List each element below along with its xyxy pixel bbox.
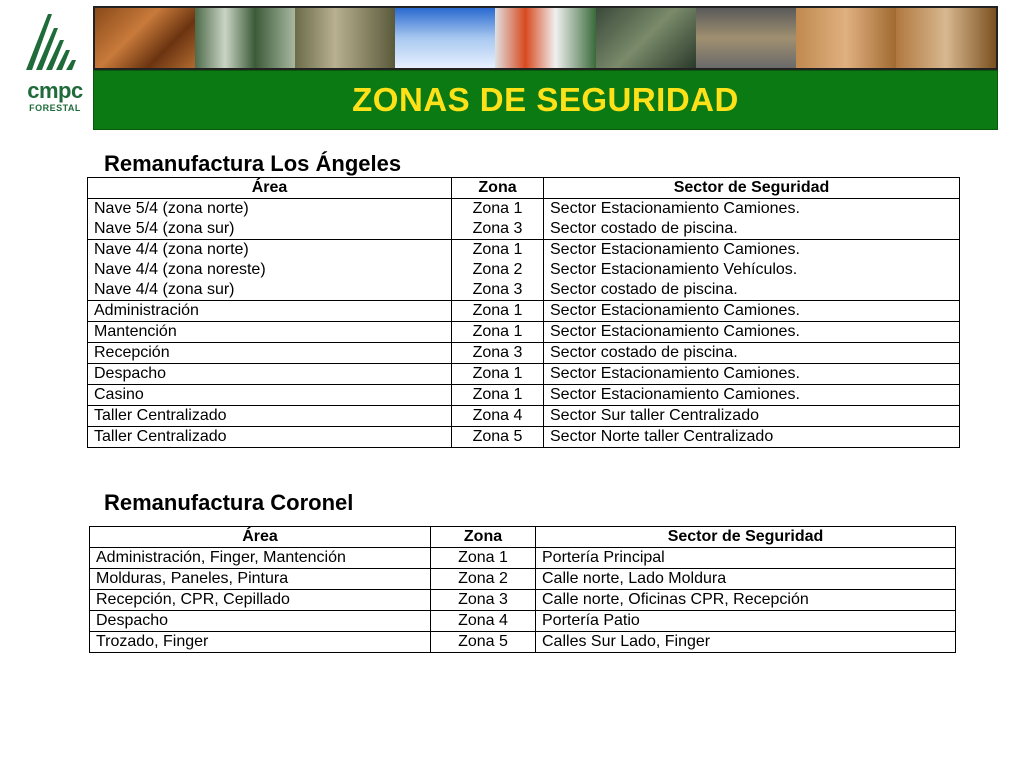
cell-zona: Zona 3: [431, 590, 536, 611]
cell-zona: Zona 3: [452, 219, 544, 240]
column-header-area: Área: [88, 178, 452, 199]
header-banner: [93, 6, 998, 126]
cell-sector: Calle norte, Oficinas CPR, Recepción: [536, 590, 956, 611]
cell-area: Molduras, Paneles, Pintura: [90, 569, 431, 590]
cell-area: Casino: [88, 385, 452, 406]
cell-area: Nave 5/4 (zona norte): [88, 199, 452, 220]
cmpc-logo: [18, 10, 92, 116]
logo-sub: FORESTAL: [29, 103, 81, 113]
table-row: [90, 590, 956, 611]
column-header-sector: Sector de Seguridad: [536, 527, 956, 548]
cell-area: Nave 4/4 (zona noreste): [88, 260, 452, 280]
cell-zona: Zona 1: [452, 301, 544, 322]
cell-area: Administración, Finger, Mantención: [90, 548, 431, 569]
table-row: [88, 240, 960, 261]
table-row: [88, 322, 960, 343]
cell-zona: Zona 5: [452, 427, 544, 448]
cell-zona: Zona 2: [452, 260, 544, 280]
photo-lumber: [796, 8, 896, 68]
section-heading-coronel: Remanufactura Coronel: [104, 490, 354, 515]
cell-zona: Zona 1: [452, 199, 544, 220]
cell-zona: Zona 4: [431, 611, 536, 632]
table-row: [88, 260, 960, 280]
table-los-angeles: [87, 177, 960, 448]
table-row: [88, 280, 960, 301]
photo-logs: [596, 8, 696, 68]
table-row: [90, 611, 956, 632]
cell-sector: Sector Estacionamiento Camiones.: [544, 322, 960, 343]
table-row: [90, 548, 956, 569]
table-body-los-angeles: [88, 199, 960, 448]
cell-zona: Zona 1: [452, 364, 544, 385]
cell-sector: Sector costado de piscina.: [544, 280, 960, 301]
cell-sector: Calles Sur Lado, Finger: [536, 632, 956, 653]
table-row: [88, 301, 960, 322]
cell-sector: Calle norte, Lado Moldura: [536, 569, 956, 590]
table-row: [88, 406, 960, 427]
photo-trees: [295, 8, 395, 68]
table-coronel: [89, 526, 956, 653]
photo-seeds: [95, 8, 195, 68]
cell-area: Trozado, Finger: [90, 632, 431, 653]
cell-sector: Sector Estacionamiento Camiones.: [544, 199, 960, 220]
column-header-area: Área: [90, 527, 431, 548]
cell-sector: Sector Estacionamiento Vehículos.: [544, 260, 960, 280]
cell-zona: Zona 1: [452, 322, 544, 343]
cell-zona: Zona 1: [452, 240, 544, 261]
cell-area: Despacho: [90, 611, 431, 632]
column-header-sector: Sector de Seguridad: [544, 178, 960, 199]
cell-zona: Zona 1: [452, 385, 544, 406]
photo-strip: [93, 6, 998, 70]
table-row: [88, 385, 960, 406]
column-header-zona: Zona: [431, 527, 536, 548]
cell-sector: Sector Estacionamiento Camiones.: [544, 364, 960, 385]
cell-sector: Sector Estacionamiento Camiones.: [544, 301, 960, 322]
cell-sector: Portería Patio: [536, 611, 956, 632]
table-row: [88, 427, 960, 448]
cell-sector: Sector Norte taller Centralizado: [544, 427, 960, 448]
cell-area: Nave 5/4 (zona sur): [88, 219, 452, 240]
cell-sector: Sector Estacionamiento Camiones.: [544, 385, 960, 406]
photo-forest: [195, 8, 295, 68]
column-header-zona: Zona: [452, 178, 544, 199]
cell-area: Nave 4/4 (zona sur): [88, 280, 452, 301]
photo-stack: [896, 8, 996, 68]
table-row: [90, 569, 956, 590]
table-row: [88, 364, 960, 385]
cell-sector: Sector costado de piscina.: [544, 219, 960, 240]
cell-sector: Portería Principal: [536, 548, 956, 569]
photo-mill: [696, 8, 796, 68]
cell-area: Nave 4/4 (zona norte): [88, 240, 452, 261]
cell-area: Taller Centralizado: [88, 406, 452, 427]
cell-sector: Sector Estacionamiento Camiones.: [544, 240, 960, 261]
cell-sector: Sector costado de piscina.: [544, 343, 960, 364]
tree-icon: [18, 10, 92, 80]
table-row: [88, 343, 960, 364]
photo-workers: [495, 8, 595, 68]
page-title: ZONAS DE SEGURIDAD: [352, 81, 739, 118]
cell-zona: Zona 3: [452, 280, 544, 301]
cell-zona: Zona 5: [431, 632, 536, 653]
table-row: [90, 632, 956, 653]
cell-zona: Zona 2: [431, 569, 536, 590]
title-bar: [93, 70, 998, 130]
table-body-coronel: [90, 548, 956, 653]
cell-area: Despacho: [88, 364, 452, 385]
cell-area: Administración: [88, 301, 452, 322]
table-row: [88, 219, 960, 240]
section-heading-los-angeles: Remanufactura Los Ángeles: [104, 151, 402, 176]
cell-area: Mantención: [88, 322, 452, 343]
cell-area: Taller Centralizado: [88, 427, 452, 448]
cell-area: Recepción: [88, 343, 452, 364]
photo-sky: [395, 8, 495, 68]
table-row: [88, 199, 960, 220]
cell-sector: Sector Sur taller Centralizado: [544, 406, 960, 427]
logo-brand: cmpc: [27, 78, 83, 103]
cell-zona: Zona 1: [431, 548, 536, 569]
cell-area: Recepción, CPR, Cepillado: [90, 590, 431, 611]
cell-zona: Zona 3: [452, 343, 544, 364]
cell-zona: Zona 4: [452, 406, 544, 427]
